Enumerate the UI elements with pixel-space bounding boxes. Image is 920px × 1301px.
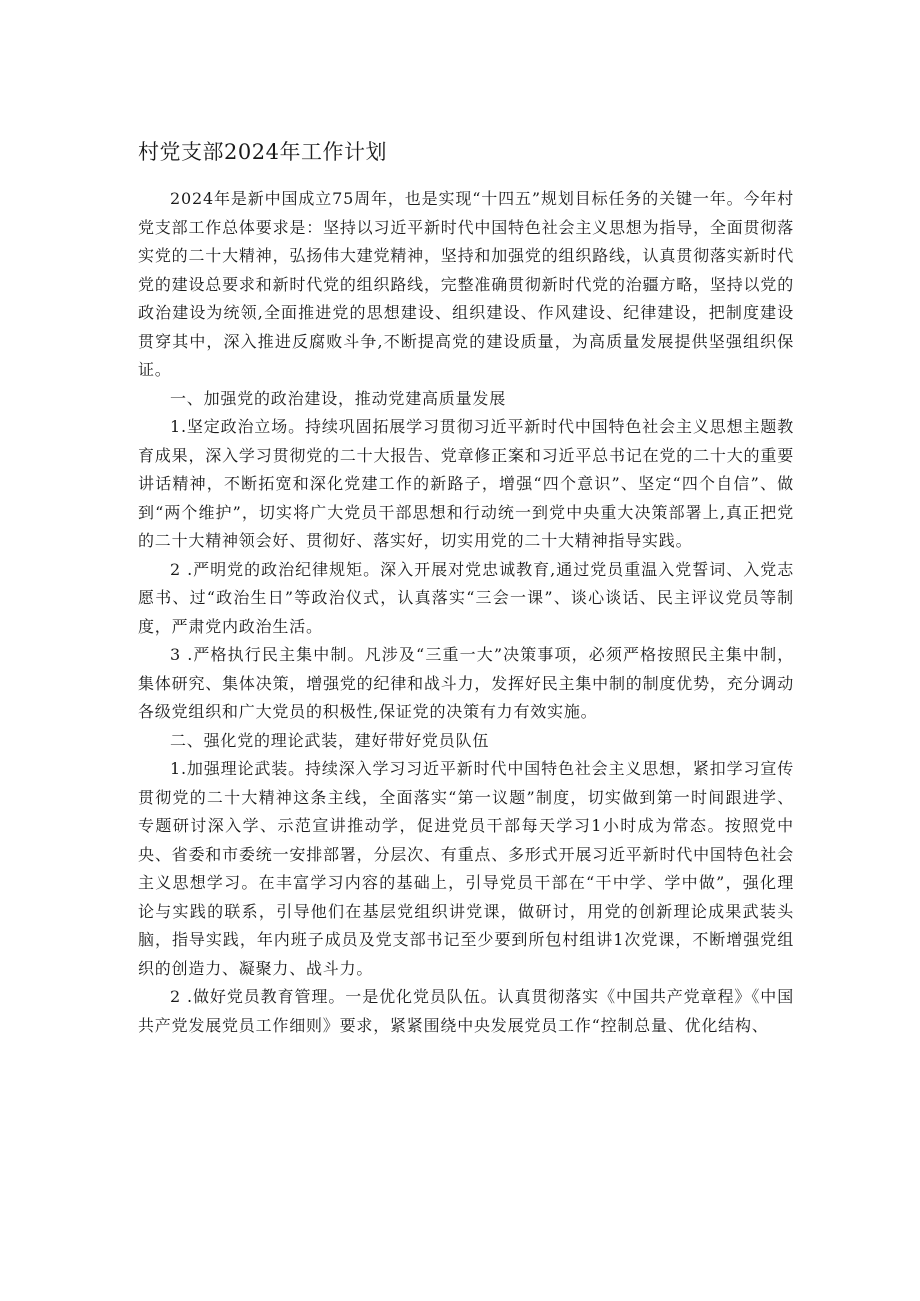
document-title: 村党支部2024年工作计划 (138, 140, 387, 164)
section-heading-2: 二、强化党的理论武装，建好带好党员队伍 (170, 730, 490, 750)
section-2-item-2: 2 .做好党员教育管理。一是优化党员队伍。认真贯彻落实《中国共产党章程》《中国共产党发展党员工作细则》要求，紧紧围绕中央发展党员工作“控制总量、优化结构、 (138, 987, 794, 1035)
section-1-item-1: 1.坚定政治立场。持续巩固拓展学习贯彻习近平新时代中国特色社会主义思想主题教育成果，深入学习贯彻党的二十大报告、党章修正案和习近平总书记在党的二十大的重要讲话精神，不断拓宽和深化党建工作的新路子，增强“四个意识”、坚定“四个自信”、做到“两个维护”，切实将广大党员干部思想和行动统一到党中央重大决策部署上,真正把党的二十大精神领会好、贯彻好、落实好，切实用党的二十大精神指导实践。 (138, 417, 794, 550)
section-1-item-3: 3 .严格执行民主集中制。凡涉及“三重一大”决策事项，必须严格按照民主集中制，集体研究、集体决策，增强党的纪律和战斗力，发挥好民主集中制的制度优势，充分调动各级党组织和广大党员的积极性,保证党的决策有力有效实施。 (138, 645, 794, 721)
section-1-item-2: 2 .严明党的政治纪律规矩。深入开展对党忠诚教育,通过党员重温入党誓词、入党志愿书、过“政治生日”等政治仪式，认真落实“三会一课”、谈心谈话、民主评议党员等制度，严肃党内政治生活。 (138, 559, 794, 636)
document-body (138, 185, 794, 1040)
section-2-item-1: 1.加强理论武装。持续深入学习习近平新时代中国特色社会主义思想，紧扣学习宣传贯彻党的二十大精神这条主线，全面落实“第一议题”制度，切实做到第一时间跟进学、专题研讨深入学、示范宣讲推动学，促进党员干部每天学习1小时成为常态。按照党中央、省委和市委统一安排部署，分层次、有重点、多形式开展习近平新时代中国特色社会主义思想学习。在丰富学习内容的基础上，引导党员干部在“干中学、学中做”，强化理论与实践的联系，引导他们在基层党组织讲党课，做研讨，用党的创新理论成果武装头脑，指导实践，年内班子成员及党支部书记至少要到所包村组讲1次党课，不断增强党组织的创造力、凝聚力、战斗力。 (138, 759, 794, 978)
intro-paragraph: 2024年是新中国成立75周年，也是实现“十四五”规划目标任务的关键一年。今年村党支部工作总体要求是：坚持以习近平新时代中国特色社会主义思想为指导，全面贯彻落实党的二十大精神，弘扬伟大建党精神，坚持和加强党的组织路线，认真贯彻落实新时代党的建设总要求和新时代党的组织路线，完整准确贯彻新时代党的治疆方略，坚持以党的政治建设为统领,全面推进党的思想建设、组织建设、作风建设、纪律建设，把制度建设贯穿其中，深入推进反腐败斗争,不断提高党的建设质量，为高质量发展提供坚强组织保证。 (138, 189, 794, 379)
section-heading-1: 一、加强党的政治建设，推动党建高质量发展 (170, 388, 507, 408)
